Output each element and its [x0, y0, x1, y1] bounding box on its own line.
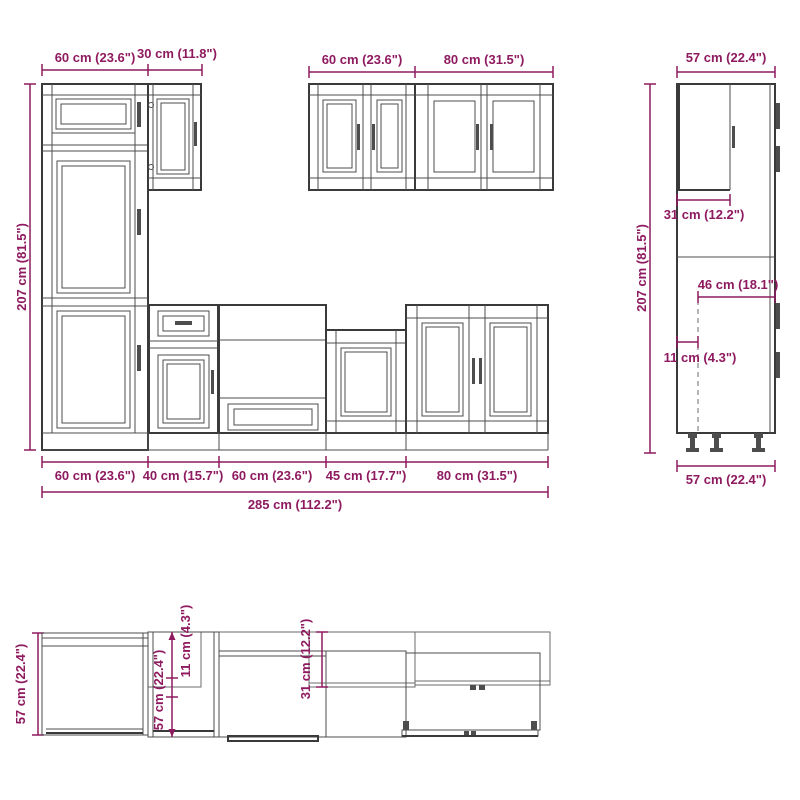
side-depth-dimensions	[664, 194, 779, 365]
door-handle	[357, 124, 360, 150]
front-base-sink-80	[406, 305, 548, 433]
door-handle	[479, 358, 482, 384]
door-handle	[776, 303, 780, 329]
side-dim-label-base-depth: 46 cm (18.1")	[697, 277, 779, 292]
top-wall80-footprint	[415, 632, 550, 690]
front-dim-label-base2: 40 cm (15.7")	[142, 468, 224, 483]
cabinet-foot	[686, 433, 699, 452]
front-dim-label-tall-width: 60 cm (23.6")	[54, 50, 136, 65]
front-dim-label-base1: 60 cm (23.6")	[54, 468, 136, 483]
side-bottom-dimension	[677, 460, 775, 487]
front-base-oven-60	[219, 305, 326, 433]
front-dim-label-wall60-width: 60 cm (23.6")	[321, 52, 403, 67]
top-wall60-footprint	[309, 632, 415, 687]
front-plinth	[42, 433, 548, 450]
top-dim-label-wall-depth: 31 cm (12.2")	[298, 618, 313, 700]
top-sink80-footprint	[402, 653, 540, 736]
door-handle	[211, 370, 214, 394]
door-handle	[137, 345, 141, 371]
front-height-dimension	[14, 84, 36, 450]
front-top-dimensions	[42, 46, 553, 78]
side-top-dimension	[677, 50, 775, 78]
door-handle	[471, 731, 476, 735]
door-handle	[464, 731, 469, 735]
door-handle	[137, 209, 141, 235]
side-view	[634, 50, 780, 487]
side-cabinet-outline	[677, 84, 780, 433]
hinge-mark	[531, 721, 537, 730]
front-dim-label-base3: 60 cm (23.6")	[231, 468, 313, 483]
door-handle	[490, 124, 493, 150]
side-dim-label-height: 207 cm (81.5")	[634, 224, 649, 312]
front-tall-cabinet	[42, 84, 148, 450]
front-dim-label-height: 207 cm (81.5")	[14, 223, 29, 311]
door-handle	[372, 124, 375, 150]
side-feet	[686, 433, 765, 452]
top-cabinet45-footprint	[326, 651, 406, 737]
top-left-dimension	[13, 633, 44, 735]
side-height-dimension	[634, 84, 656, 453]
front-wall-cabinet-30	[148, 84, 201, 190]
top-view	[13, 605, 550, 741]
side-dim-label-width-bottom: 57 cm (22.4")	[685, 472, 767, 487]
side-dim-label-wall-depth: 31 cm (12.2")	[663, 207, 745, 222]
front-wall-cabinet-80	[415, 84, 553, 190]
door-handle	[776, 352, 780, 378]
side-dim-label-width-top: 57 cm (22.4")	[685, 50, 767, 65]
top-depth-dimension	[151, 605, 193, 737]
door-handle	[472, 358, 475, 384]
front-bottom-dimensions	[42, 456, 548, 512]
front-dim-label-wall80-width: 80 cm (31.5")	[443, 52, 525, 67]
top-dim-label-cabinet-depth: 57 cm (22.4")	[151, 649, 166, 731]
top-tall-cabinet-footprint	[42, 633, 148, 735]
cabinet-foot	[710, 433, 723, 452]
front-dim-label-wall30-width: 30 cm (11.8")	[137, 46, 217, 61]
front-dim-label-total: 285 cm (112.2")	[247, 497, 343, 512]
door-handle	[137, 102, 141, 127]
door-handle	[776, 103, 780, 129]
drawer-handle	[175, 321, 192, 325]
front-view	[14, 46, 553, 512]
cabinet-foot	[752, 433, 765, 452]
front-wall-cabinet-60	[309, 84, 415, 190]
door-handle	[732, 126, 735, 148]
door-handle	[194, 122, 197, 146]
front-dim-label-base5: 80 cm (31.5")	[436, 468, 518, 483]
hinge-mark	[470, 685, 476, 690]
front-dim-label-base4: 45 cm (17.7")	[325, 468, 407, 483]
door-handle	[476, 124, 479, 150]
hinge-mark	[403, 721, 409, 730]
hinge-mark	[479, 685, 485, 690]
top-dim-label-depth-left: 57 cm (22.4")	[13, 643, 28, 725]
front-base-cabinet-45	[326, 330, 406, 433]
side-dim-label-front-offset: 11 cm (4.3")	[663, 350, 737, 365]
top-dim-label-front-offset: 11 cm (4.3")	[178, 604, 193, 678]
door-handle	[776, 146, 780, 172]
front-base-cabinet-40	[149, 305, 218, 433]
